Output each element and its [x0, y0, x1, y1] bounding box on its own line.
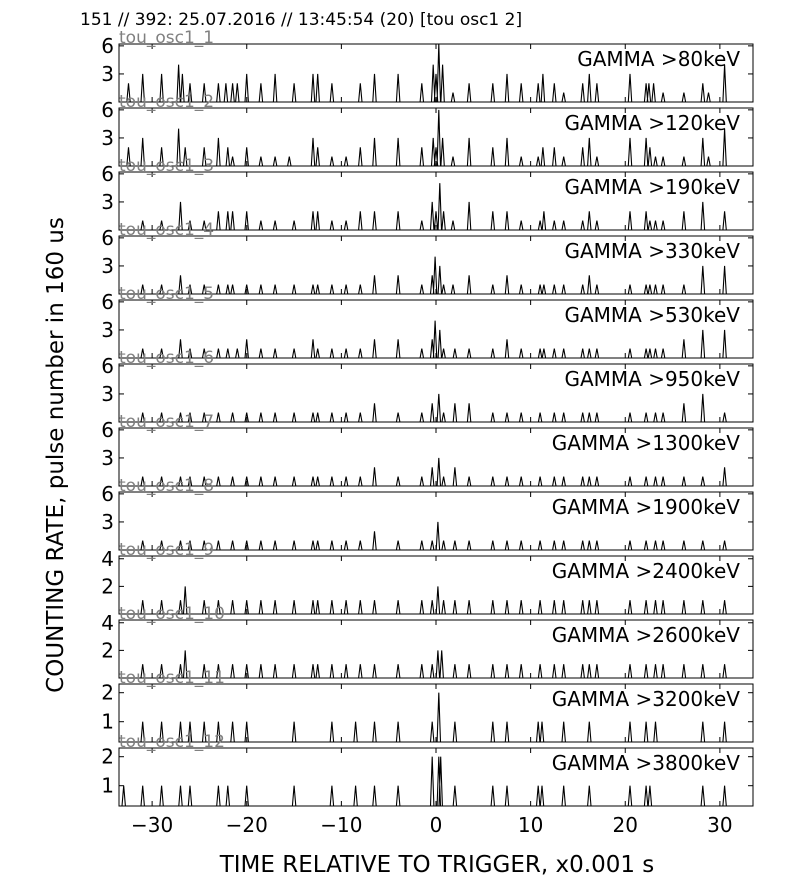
channel-label: tou_osc1_3 [119, 156, 215, 176]
x-tick-label: 30 [707, 813, 733, 837]
energy-threshold-label: GAMMA >950keV [564, 367, 740, 391]
x-tick-label: 20 [612, 813, 638, 837]
channel-label: tou_osc1_6 [119, 348, 215, 368]
energy-threshold-label: GAMMA >1900keV [551, 495, 740, 519]
energy-threshold-label: GAMMA >530keV [564, 303, 740, 327]
channel-label: tou_osc1_10 [119, 604, 225, 624]
channel-label: tou_osc1_1 [119, 28, 215, 48]
energy-threshold-label: GAMMA >3800keV [551, 751, 740, 775]
x-tick-label: −20 [225, 813, 268, 837]
y-tick-label: 4 [101, 610, 114, 635]
panel-6 [101, 348, 753, 422]
channel-label: tou_osc1_7 [119, 412, 215, 432]
panel-4 [101, 220, 753, 294]
energy-threshold-label: GAMMA >2600keV [551, 623, 740, 647]
y-tick-label: 1 [101, 709, 114, 734]
y-tick-label: 3 [101, 189, 114, 214]
energy-threshold-label: GAMMA >190keV [564, 175, 740, 199]
y-tick-label: 6 [101, 161, 114, 186]
y-tick-label: 3 [101, 61, 114, 86]
energy-threshold-label: GAMMA >330keV [564, 239, 740, 263]
y-axis-label: COUNTING RATE, pulse number in 160 us [43, 217, 69, 693]
channel-label: tou_osc1_4 [119, 220, 215, 240]
y-tick-label: 2 [101, 638, 114, 663]
x-axis-label: TIME RELATIVE TO TRIGGER, x0.001 s [219, 852, 655, 878]
x-tick-label: 10 [517, 813, 544, 837]
y-tick-label: 3 [101, 253, 114, 278]
y-tick-label: 3 [101, 445, 114, 470]
channel-label: tou_osc1_5 [119, 284, 215, 304]
x-tick-label: −30 [131, 813, 174, 837]
y-tick-label: 6 [101, 353, 114, 378]
energy-threshold-label: GAMMA >3200keV [551, 687, 740, 711]
energy-threshold-label: GAMMA >2400keV [551, 559, 740, 583]
y-tick-label: 6 [101, 417, 114, 442]
channel-label: tou_osc1_11 [119, 668, 225, 688]
energy-threshold-label: GAMMA >1300keV [551, 431, 740, 455]
y-tick-label: 6 [101, 225, 114, 250]
x-tick-label: −10 [320, 813, 363, 837]
energy-threshold-label: GAMMA >80keV [577, 47, 740, 71]
energy-threshold-label: GAMMA >120keV [564, 111, 740, 135]
panel-9 [101, 540, 753, 614]
panel-12 [101, 732, 753, 806]
panel-7 [101, 412, 753, 486]
y-tick-label: 3 [101, 317, 114, 342]
y-tick-label: 6 [101, 289, 114, 314]
y-tick-label: 4 [101, 546, 114, 571]
channel-label: tou_osc1_12 [119, 732, 225, 752]
channel-label: tou_osc1_2 [119, 92, 215, 112]
y-tick-label: 6 [101, 97, 114, 122]
x-tick-label: 0 [429, 813, 443, 837]
panel-5 [101, 284, 753, 358]
panel-2 [101, 92, 753, 166]
panel-10 [101, 604, 753, 678]
panel-11 [101, 668, 753, 742]
y-tick-label: 6 [101, 33, 114, 58]
y-tick-label: 3 [101, 381, 114, 406]
y-tick-label: 2 [101, 574, 114, 599]
panel-8 [101, 476, 753, 550]
y-tick-label: 2 [101, 744, 114, 769]
y-tick-label: 2 [101, 680, 114, 705]
panel-stack [101, 28, 753, 837]
y-tick-label: 3 [101, 125, 114, 150]
panel-1 [101, 28, 753, 102]
panel-3 [101, 156, 753, 230]
y-tick-label: 3 [101, 509, 114, 534]
y-tick-label: 1 [101, 773, 114, 798]
channel-label: tou_osc1_9 [119, 540, 215, 560]
y-tick-label: 6 [101, 481, 114, 506]
chart-header: 151 // 392: 25.07.2016 // 13:45:54 (20) [tou osc1 2] [80, 10, 523, 30]
channel-label: tou_osc1_8 [119, 476, 215, 496]
